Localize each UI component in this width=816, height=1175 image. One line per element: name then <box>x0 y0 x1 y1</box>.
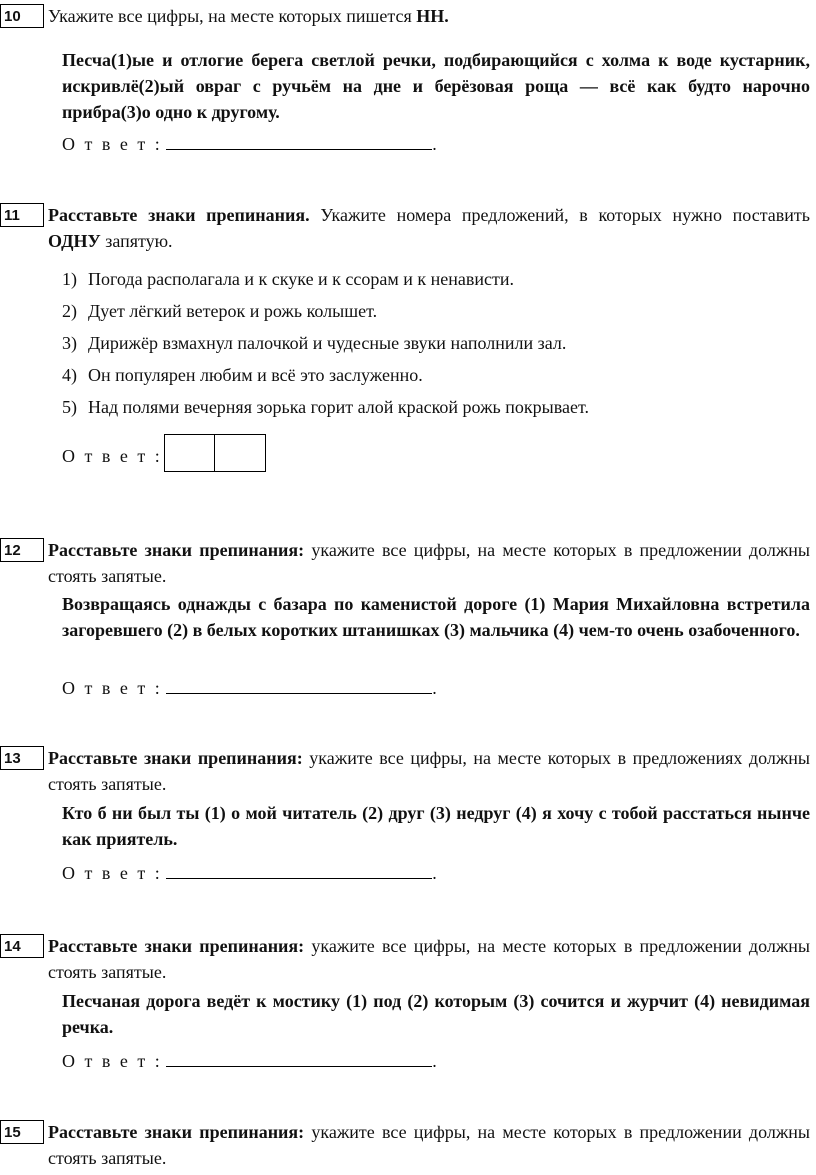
task-question: Расставьте знаки препинания. Укажите номера предложений, в которых нужно поставить ОДНУ запятую. <box>48 205 810 251</box>
answer-label: О т в е т : <box>62 863 163 883</box>
task-number: 12 <box>0 538 44 562</box>
answer-box-2[interactable] <box>215 434 266 472</box>
answer-label: О т в е т : <box>62 1051 163 1071</box>
sentence-list <box>62 263 810 423</box>
list-item: 4) Он популярен любим и всё это заслуженно. <box>62 365 423 385</box>
answer-label: О т в е т : <box>62 678 163 698</box>
task-text: Возвращаясь однажды с базара по каменистой дороге (1) Мария Михайловна встретила загоревшего (2) в белых коротких штанишках (3) мальчика (4) чем-то очень озабоченного. <box>62 594 810 640</box>
task-question: Расставьте знаки препинания: укажите все цифры, на месте которых в предложениях должны стоять запятые. <box>48 748 810 794</box>
list-item: 3) Дирижёр взмахнул палочкой и чудесные звуки наполнили зал. <box>62 333 567 353</box>
answer-line[interactable] <box>166 675 432 694</box>
answer-line[interactable] <box>166 1048 432 1067</box>
answer-box-1[interactable] <box>164 434 215 472</box>
task-number: 13 <box>0 746 44 770</box>
answer-line[interactable] <box>166 131 432 150</box>
task-number: 14 <box>0 934 44 958</box>
answer-field[interactable]: О т в е т : . <box>62 1048 437 1073</box>
answer-label: О т в е т : <box>62 446 163 466</box>
answer-field[interactable]: О т в е т : . <box>62 675 437 700</box>
task-number: 10 <box>0 4 44 28</box>
answer-boxes <box>164 434 266 472</box>
task-question: Расставьте знаки препинания: укажите все цифры, на месте которых в предложении должны стоять запятые. <box>48 1122 810 1168</box>
task-number: 15 <box>0 1120 44 1144</box>
answer-field[interactable]: О т в е т : . <box>62 131 437 156</box>
list-item: 2) Дует лёгкий ветерок и рожь колышет. <box>62 301 378 321</box>
task-number: 11 <box>0 203 44 227</box>
answer-label: О т в е т : <box>62 134 163 154</box>
list-item: 5) Над полями вечерняя зорька горит алой краской рожь покрывает. <box>62 397 589 417</box>
task-question: Укажите все цифры, на месте которых пишется НН. <box>48 6 449 26</box>
answer-label-row <box>62 444 162 468</box>
answer-line[interactable] <box>166 860 432 879</box>
task-text: Песча(1)ые и отлогие берега светлой речки, подбирающийся с холма к воде кустарник, искривлё(2)ый овраг с ручьём на дне и берёзовая роща — всё как будто нарочно прибра(3)о одно к другому. <box>62 50 810 122</box>
answer-field[interactable]: О т в е т : . <box>62 860 437 885</box>
list-item: 1) Погода располагала и к скуке и к ссорам и к ненависти. <box>62 269 515 289</box>
task-question: Расставьте знаки препинания: укажите все цифры, на месте которых в предложении должны стоять запятые. <box>48 540 810 586</box>
task-question: Расставьте знаки препинания: укажите все цифры, на месте которых в предложении должны стоять запятые. <box>48 936 810 982</box>
task-text: Песчаная дорога ведёт к мостику (1) под (2) которым (3) сочится и журчит (4) невидимая речка. <box>62 991 810 1037</box>
task-text: Кто б ни был ты (1) о мой читатель (2) друг (3) недруг (4) я хочу с тобой расстаться нынче как приятель. <box>62 803 810 849</box>
